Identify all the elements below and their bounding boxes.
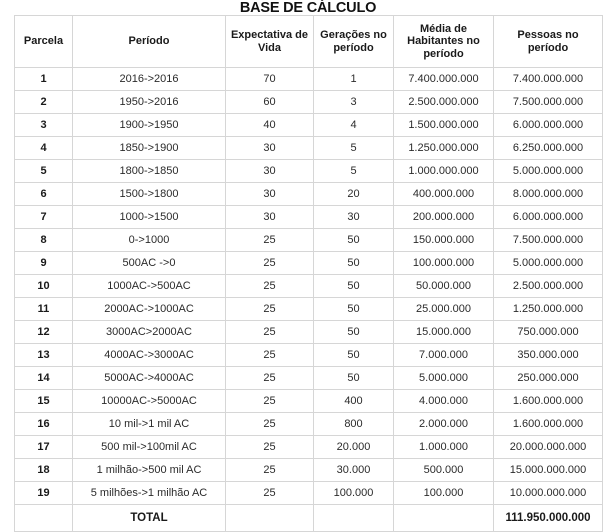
cell-geracoes: 400 <box>314 390 394 413</box>
cell-periodo: 4000AC->3000AC <box>73 344 226 367</box>
table-row <box>15 275 603 298</box>
total-label: TOTAL <box>73 505 226 532</box>
table-row <box>15 482 603 505</box>
cell-expectativa: 60 <box>226 91 314 114</box>
table-header-row <box>15 16 603 68</box>
column-header-pessoas: Pessoas no período <box>494 16 603 68</box>
cell-geracoes: 30 <box>314 206 394 229</box>
cell-parcela: 16 <box>15 413 73 436</box>
cell-media: 500.000 <box>394 459 494 482</box>
total-parcela <box>15 505 73 532</box>
table-row <box>15 252 603 275</box>
cell-geracoes: 3 <box>314 91 394 114</box>
cell-parcela: 3 <box>15 114 73 137</box>
cell-media: 15.000.000 <box>394 321 494 344</box>
table-footer <box>15 505 603 532</box>
cell-periodo: 3000AC>2000AC <box>73 321 226 344</box>
cell-pessoas: 1.250.000.000 <box>494 298 603 321</box>
cell-expectativa: 25 <box>226 229 314 252</box>
cell-periodo: 1800->1850 <box>73 160 226 183</box>
cell-geracoes: 50 <box>314 367 394 390</box>
cell-periodo: 5 milhões->1 milhão AC <box>73 482 226 505</box>
cell-media: 100.000.000 <box>394 252 494 275</box>
cell-geracoes: 20 <box>314 183 394 206</box>
cell-periodo: 1 milhão->500 mil AC <box>73 459 226 482</box>
table-row <box>15 183 603 206</box>
table-row <box>15 367 603 390</box>
page-title: BASE DE CÁLCULO <box>239 0 377 16</box>
cell-expectativa: 40 <box>226 114 314 137</box>
cell-media: 7.000.000 <box>394 344 494 367</box>
cell-pessoas: 750.000.000 <box>494 321 603 344</box>
cell-periodo: 10000AC->5000AC <box>73 390 226 413</box>
cell-geracoes: 50 <box>314 229 394 252</box>
cell-geracoes: 50 <box>314 344 394 367</box>
cell-media: 2.500.000.000 <box>394 91 494 114</box>
cell-periodo: 5000AC->4000AC <box>73 367 226 390</box>
cell-media: 150.000.000 <box>394 229 494 252</box>
table-row <box>15 160 603 183</box>
cell-media: 1.250.000.000 <box>394 137 494 160</box>
cell-periodo: 2016->2016 <box>73 68 226 91</box>
calculation-table-container <box>14 15 602 532</box>
cell-expectativa: 70 <box>226 68 314 91</box>
cell-media: 2.000.000 <box>394 413 494 436</box>
cell-geracoes: 1 <box>314 68 394 91</box>
cell-periodo: 1850->1900 <box>73 137 226 160</box>
table-row <box>15 137 603 160</box>
cell-pessoas: 10.000.000.000 <box>494 482 603 505</box>
cell-parcela: 13 <box>15 344 73 367</box>
cell-media: 7.400.000.000 <box>394 68 494 91</box>
cell-pessoas: 5.000.000.000 <box>494 160 603 183</box>
cell-expectativa: 25 <box>226 367 314 390</box>
cell-parcela: 9 <box>15 252 73 275</box>
cell-expectativa: 25 <box>226 344 314 367</box>
cell-pessoas: 5.000.000.000 <box>494 252 603 275</box>
cell-geracoes: 50 <box>314 321 394 344</box>
table-row <box>15 206 603 229</box>
cell-periodo: 1000->1500 <box>73 206 226 229</box>
cell-geracoes: 30.000 <box>314 459 394 482</box>
cell-parcela: 10 <box>15 275 73 298</box>
cell-parcela: 8 <box>15 229 73 252</box>
table-row <box>15 229 603 252</box>
cell-pessoas: 7.400.000.000 <box>494 68 603 91</box>
cell-parcela: 5 <box>15 160 73 183</box>
cell-pessoas: 1.600.000.000 <box>494 413 603 436</box>
table-row <box>15 321 603 344</box>
table-row <box>15 298 603 321</box>
total-expectativa <box>226 505 314 532</box>
cell-geracoes: 50 <box>314 298 394 321</box>
cell-pessoas: 6.000.000.000 <box>494 206 603 229</box>
cell-periodo: 10 mil->1 mil AC <box>73 413 226 436</box>
cell-parcela: 18 <box>15 459 73 482</box>
cell-geracoes: 800 <box>314 413 394 436</box>
column-header-geracoes: Gerações no período <box>314 16 394 68</box>
cell-periodo: 1000AC->500AC <box>73 275 226 298</box>
cell-expectativa: 25 <box>226 413 314 436</box>
cell-media: 1.500.000.000 <box>394 114 494 137</box>
cell-parcela: 7 <box>15 206 73 229</box>
table-body <box>15 68 603 505</box>
cell-pessoas: 15.000.000.000 <box>494 459 603 482</box>
cell-expectativa: 30 <box>226 183 314 206</box>
cell-pessoas: 250.000.000 <box>494 367 603 390</box>
column-header-expectativa: Expectativa de Vida <box>226 16 314 68</box>
cell-expectativa: 25 <box>226 298 314 321</box>
cell-media: 1.000.000.000 <box>394 160 494 183</box>
cell-parcela: 17 <box>15 436 73 459</box>
cell-expectativa: 25 <box>226 321 314 344</box>
column-header-media: Média de Habitantes no período <box>394 16 494 68</box>
cell-geracoes: 20.000 <box>314 436 394 459</box>
table-row <box>15 68 603 91</box>
cell-periodo: 500 mil->100mil AC <box>73 436 226 459</box>
cell-media: 100.000 <box>394 482 494 505</box>
cell-geracoes: 4 <box>314 114 394 137</box>
cell-pessoas: 6.000.000.000 <box>494 114 603 137</box>
cell-parcela: 15 <box>15 390 73 413</box>
cell-parcela: 2 <box>15 91 73 114</box>
cell-periodo: 0->1000 <box>73 229 226 252</box>
column-header-parcela: Parcela <box>15 16 73 68</box>
total-row <box>15 505 603 532</box>
column-header-periodo: Período <box>73 16 226 68</box>
cell-geracoes: 5 <box>314 160 394 183</box>
cell-periodo: 2000AC->1000AC <box>73 298 226 321</box>
cell-geracoes: 100.000 <box>314 482 394 505</box>
cell-periodo: 500AC ->0 <box>73 252 226 275</box>
cell-expectativa: 30 <box>226 206 314 229</box>
cell-geracoes: 50 <box>314 275 394 298</box>
cell-parcela: 14 <box>15 367 73 390</box>
cell-pessoas: 20.000.000.000 <box>494 436 603 459</box>
cell-parcela: 4 <box>15 137 73 160</box>
cell-expectativa: 25 <box>226 275 314 298</box>
cell-parcela: 19 <box>15 482 73 505</box>
cell-parcela: 11 <box>15 298 73 321</box>
total-geracoes <box>314 505 394 532</box>
cell-pessoas: 7.500.000.000 <box>494 229 603 252</box>
cell-expectativa: 25 <box>226 436 314 459</box>
cell-geracoes: 50 <box>314 252 394 275</box>
cell-expectativa: 25 <box>226 482 314 505</box>
table-row <box>15 413 603 436</box>
cell-expectativa: 25 <box>226 390 314 413</box>
cell-media: 1.000.000 <box>394 436 494 459</box>
table-row <box>15 91 603 114</box>
cell-pessoas: 1.600.000.000 <box>494 390 603 413</box>
cell-pessoas: 6.250.000.000 <box>494 137 603 160</box>
cell-media: 50.000.000 <box>394 275 494 298</box>
cell-parcela: 12 <box>15 321 73 344</box>
table-row <box>15 390 603 413</box>
cell-expectativa: 25 <box>226 252 314 275</box>
table-row <box>15 436 603 459</box>
table-header <box>15 16 603 68</box>
cell-parcela: 1 <box>15 68 73 91</box>
table-row <box>15 459 603 482</box>
cell-pessoas: 8.000.000.000 <box>494 183 603 206</box>
cell-expectativa: 30 <box>226 160 314 183</box>
cell-geracoes: 5 <box>314 137 394 160</box>
cell-expectativa: 30 <box>226 137 314 160</box>
total-pessoas: 111.950.000.000 <box>494 505 603 532</box>
cell-media: 400.000.000 <box>394 183 494 206</box>
cell-media: 5.000.000 <box>394 367 494 390</box>
cell-media: 4.000.000 <box>394 390 494 413</box>
table-row <box>15 114 603 137</box>
cell-pessoas: 350.000.000 <box>494 344 603 367</box>
calculation-table <box>14 15 603 532</box>
cell-pessoas: 7.500.000.000 <box>494 91 603 114</box>
table-row <box>15 344 603 367</box>
cell-periodo: 1950->2016 <box>73 91 226 114</box>
cell-parcela: 6 <box>15 183 73 206</box>
cell-pessoas: 2.500.000.000 <box>494 275 603 298</box>
cell-periodo: 1500->1800 <box>73 183 226 206</box>
cell-media: 25.000.000 <box>394 298 494 321</box>
cell-media: 200.000.000 <box>394 206 494 229</box>
cell-expectativa: 25 <box>226 459 314 482</box>
cell-periodo: 1900->1950 <box>73 114 226 137</box>
total-media <box>394 505 494 532</box>
